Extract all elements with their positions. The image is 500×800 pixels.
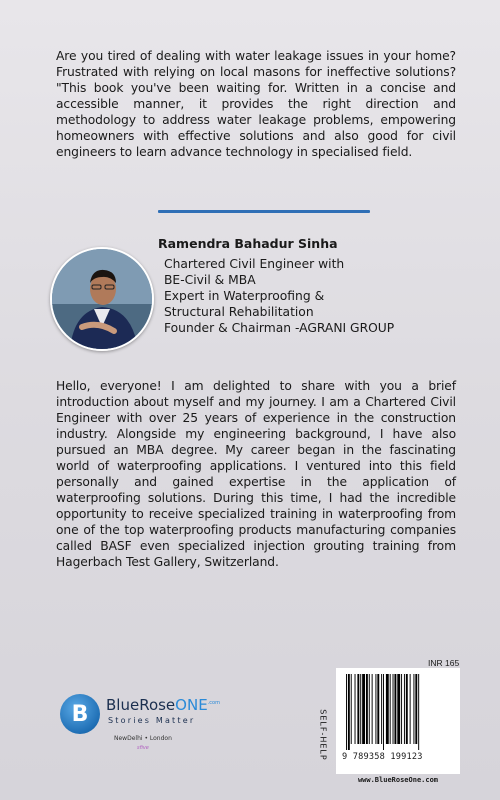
author-credential-line: Expert in Waterproofing & <box>164 289 325 303</box>
author-credential-line: Structural Rehabilitation <box>164 305 314 319</box>
publisher-logo-icon: B <box>60 694 100 734</box>
author-credential-line: Chartered Civil Engineer with <box>164 257 345 271</box>
barcode-icon <box>344 674 452 750</box>
publisher-website: www.BlueRoseOne.com <box>357 776 439 784</box>
publisher-brand <box>106 696 220 714</box>
isbn-number: 9 789358 199123 <box>342 752 423 762</box>
back-cover-blurb: Are you tired of dealing with water leakage issues in your home? Frustrated with relying on local masons for ineffective solutions? "This book you've been waiting for. Written in a concise and accessible manner, it provides the right direction and methodology to address water leakage problems, empowering homeowners with effective solutions and also good for civil engineers to learn advance technology in specialised field. <box>56 49 456 159</box>
publisher-mark: sfive <box>137 745 149 751</box>
publisher-logo <box>60 688 260 768</box>
author-portrait-icon <box>52 249 152 349</box>
publisher-tagline: Stories Matter <box>108 716 196 725</box>
genre-label <box>308 700 338 770</box>
publisher-brand-accent: ONE <box>175 696 208 714</box>
author-credential-line: BE-Civil & MBA <box>164 273 256 287</box>
author-credentials <box>164 256 464 336</box>
publisher-brand-com: .com <box>207 700 220 706</box>
price-label: INR 165 <box>428 658 460 668</box>
divider-rule <box>158 210 370 213</box>
genre-text: SELF-HELP <box>318 709 328 761</box>
author-credential-line: Founder & Chairman -AGRANI GROUP <box>164 321 395 335</box>
publisher-cities: NewDelhi • London <box>114 735 172 742</box>
author-name: Ramendra Bahadur Sinha <box>158 236 338 251</box>
author-photo <box>50 247 154 351</box>
isbn-barcode <box>336 668 460 774</box>
publisher-brand-main: BlueRose <box>106 696 176 714</box>
author-bio: Hello, everyone! I am delighted to share with you a brief introduction about myself and my journey. I am a Chartered Civil Engineer with over 25 years of experience in the construction industry. Alongside my engineering background, I have also pursued an MBA degree. My career began in the fascinating world of waterproofing applications. I ventured into this field personally and gained expertise in the application of waterproofing solutions. During this time, I had the incredible opportunity to receive specialized training in waterproofing from one of the top waterproofing products manufacturing companies called BASF even specialized injection grouting training from Hagerbach Test Gallery, Switzerland. <box>56 379 456 569</box>
